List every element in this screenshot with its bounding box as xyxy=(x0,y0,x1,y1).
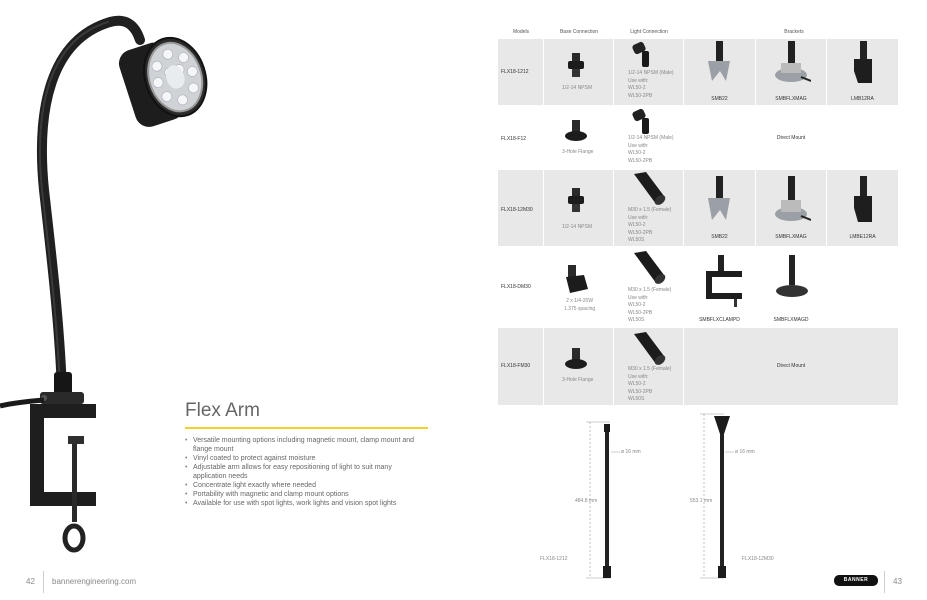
header-models: Models xyxy=(512,29,530,35)
feature-item: • Versatile mounting options including magnetic mount, clamp mount and flange mount xyxy=(185,436,415,454)
male-connector-image xyxy=(630,41,656,69)
bracket-label: LMBE12RA xyxy=(849,234,876,240)
bracket-label: SMBFLXMAG xyxy=(775,234,807,240)
length-label: 484.8 mm xyxy=(575,498,598,504)
website-link[interactable]: bannerengineering.com xyxy=(52,577,137,586)
feature-list xyxy=(185,436,415,508)
light-connection: M30 x 1.5 (Female) Use with: WL50-2 WL50-2PB WL50S xyxy=(628,366,672,402)
feature-item: • Adjustable arm allows for easy repositioning of light to suit many application needs xyxy=(185,463,415,481)
table-row xyxy=(498,39,927,105)
diameter-label: ø 16 mm xyxy=(621,449,641,455)
page-number-right: 43 xyxy=(893,577,902,586)
feature-item: • Vinyl coated to protect against moisture xyxy=(185,454,415,463)
model-name: FLX18-F12 xyxy=(501,136,527,142)
table-row xyxy=(498,247,927,327)
female-connector-image xyxy=(628,170,668,206)
base-connection: 2 x 1/4-20W 1.375 spacing xyxy=(564,298,596,312)
table-row xyxy=(498,328,927,405)
flange-base-image xyxy=(564,120,588,144)
smb22-bracket-image xyxy=(704,41,734,89)
model-name: FLX18-DM30 xyxy=(501,284,531,290)
base-connection: 1/2-14 NPSM xyxy=(562,224,593,230)
page-number-left: 42 xyxy=(26,577,35,586)
title-underline xyxy=(185,427,428,429)
light-connection: M30 x 1.5 (Female) Use with: WL50-2 WL50-2PB WL50S xyxy=(628,207,672,243)
flange-base-image xyxy=(564,348,588,372)
table-row xyxy=(498,170,927,246)
bracket-label: LMB12RA xyxy=(851,96,874,102)
base-connection: 3-Hole Flange xyxy=(562,377,594,383)
feature-item: • Available for use with spot lights, work lights and vision spot lights xyxy=(185,499,415,508)
diameter-label: ø 16 mm xyxy=(735,449,755,455)
base-connection: 3-Hole Flange xyxy=(562,149,594,155)
page-title: Flex Arm xyxy=(185,400,260,421)
footer-divider xyxy=(884,571,885,593)
lmb12ra-bracket-image xyxy=(848,41,878,89)
feature-item: • Portability with magnetic and clamp mount options xyxy=(185,490,415,499)
direct-mount-label: Direct Mount xyxy=(776,363,806,369)
model-name: FLX18-12M30 xyxy=(501,207,533,213)
base-connection: 1/2-14 NPSM xyxy=(562,85,593,91)
smb22-bracket-image xyxy=(704,176,734,228)
dm30-base-image xyxy=(564,265,590,295)
model-name: FLX18-FM30 xyxy=(501,363,531,369)
bracket-label: SMBFLXMAGD xyxy=(773,317,809,323)
male-connector-image xyxy=(630,108,656,136)
drawing-model-label: FLX18-12M30 xyxy=(742,556,774,562)
smbflxmag-bracket-image xyxy=(771,176,811,228)
header-base-connection: Base Connection xyxy=(559,29,599,35)
smbflxclampd-bracket-image xyxy=(702,255,746,309)
table-row xyxy=(498,106,927,169)
footer-divider xyxy=(43,571,44,593)
bracket-label: SMB22 xyxy=(711,96,728,102)
light-connection: M30 x 1.5 (Female) Use with: WL50-2 WL50-2PB WL50S xyxy=(628,287,672,323)
feature-item: • Concentrate light exactly where needed xyxy=(185,481,415,490)
length-label: 553.1 mm xyxy=(690,498,713,504)
light-connection: 1/2-14 NPSM (Male) Use with: WL50-2 WL50-2PB xyxy=(628,135,674,164)
bracket-label: SMBFLXMAG xyxy=(775,96,807,102)
direct-mount-label: Direct Mount xyxy=(776,135,806,141)
female-connector-image xyxy=(628,249,668,285)
smbflxmag-bracket-image xyxy=(771,41,811,89)
smbflxmagd-bracket-image xyxy=(774,255,810,301)
npsm-base-image xyxy=(566,188,586,214)
bracket-label: SMB22 xyxy=(711,234,728,240)
header-light-connection: Light Connection xyxy=(630,29,668,35)
bracket-label: SMBFLXCLAMPD xyxy=(699,317,740,323)
light-connection: 1/2-14 NPSM (Male) Use with: WL50-2 WL50-2PB xyxy=(628,70,674,99)
lmbe12ra-bracket-image xyxy=(848,176,878,228)
npsm-base-image xyxy=(566,53,586,79)
female-connector-image xyxy=(628,330,668,366)
banner-logo: BANNER xyxy=(834,575,878,586)
model-name: FLX18-1212 xyxy=(501,69,529,75)
header-brackets: Brackets xyxy=(784,29,804,35)
drawing-model-label: FLX18-1212 xyxy=(540,556,568,562)
